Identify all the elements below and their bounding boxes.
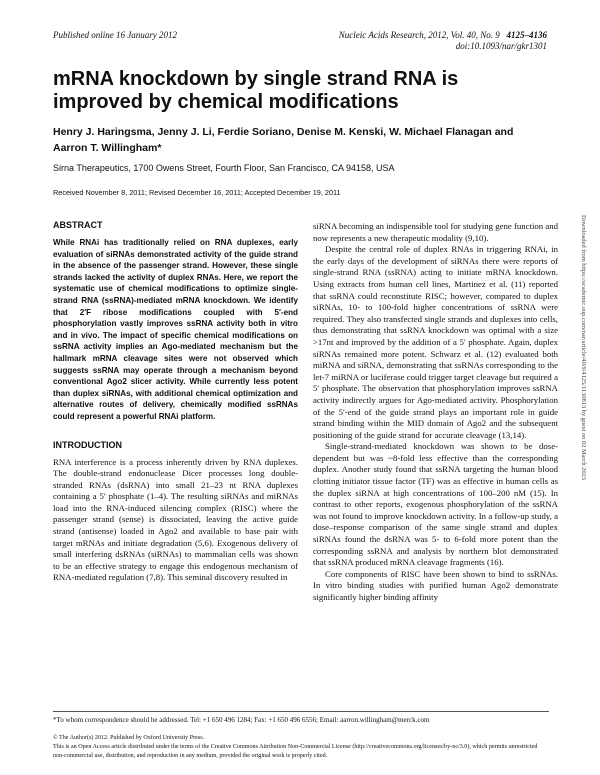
abstract-text: While RNAi has traditionally relied on RNA duplexes, early evaluation of siRNAs demonstrated activity of the guide strand in the absence of the passenger strand. However, these single strands lacked the activity of duplex RNAs. Here, we report the systematic use of chemical modifications to optimize single-strand RNA (ssRNA)-mediated mRNA knockdown. We identify that 2′F ribose modifications coupled with 5′-end phosphorylation vastly improves ssRNA activity both in vitro and in vivo. The impact of specific chemical modifications on ssRNA activity implies an Ago-mediated mechanism but the hallmark mRNA cleavage sites were not observed which suggests ssRNA may operate through a mechanism beyond conventional Ago2 slicer activity. While currently less potent than duplex siRNAs, with additional chemical optimization and alternative routes of delivery, chemically modified ssRNAs could represent a powerful RNAi platform. — [53, 238, 298, 421]
license-text: This is an Open Access article distributed under the terms of the Creative Commons Attribution Non-Commercial License (http://creativecommons.org/licenses/by-nc/3.0), which permits unrestricted non-commercial use, distribution, and reproduction in any medium, provided the original work is properly cited. — [53, 744, 538, 759]
body-paragraph-1: siRNA becoming an indispensible tool for studying gene function and now represents a new therapeutic modality (9,10). — [313, 221, 558, 243]
footnote-divider — [53, 711, 549, 712]
body-paragraph-4: Core components of RISC have been shown to bind to ssRNAs. In vitro binding studies with purified human Ago2 demonstrate significantly higher binding affinity — [313, 568, 558, 602]
body-paragraph-2: Despite the central role of duplex RNAs in triggering RNAi, in the early days of the development of siRNAs there were reports of single-strand RNA (ssRNA) acting to initiate mRNA knockdown. Using extracts from human cell lines, Martinez et al. (11) reported that ssRNA could reconstitute RISC; however, compared to duplex siRNAs, 10- to 100-fold higher concentrations of ssRNA were required. They also transfected single strands and duplexes into cells, thus demonstrating that ssRNA knockdown was optimal with a size >17nt and improved by the addition of a 5′ phosphate. Again, duplex siRNAs remained more potent. Schwarz et al. (12) evaluated both miRNA and siRNA, demonstrating that ssRNAs corresponding to the let-7 miRNA or luciferase could trigger target cleavage but required a 5′ phosphate. The observation that phosphorylation improves ssRNA activity indirectly argues for Ago-mediated activity. Phosphorylation of the 5′-end of the guide strand plays an important role in guide strand binding within the MID domain of Ago2 and the subsequent positioning of the guide strand for accurate cleavage (13,14). — [313, 244, 558, 440]
download-watermark — [579, 215, 587, 575]
body-paragraph-3: Single-strand-mediated knockdown was shown to be dose-dependent but was ~8-fold less effective than the corresponding duplex. Another study found that ssRNA targeting the human blood clotting initiator tissue factor (TF) was as effective in human cells as the duplex siRNA at high concentrations of 100–200 nM (15). In contrast to other reports, exogenous phosphorylation of the ssRNA was not found to improve knockdown activity. In a follow-up study, a dose–response comparison of the same single strand and duplex siRNAs found the dsRNA was 5- to 6-fold more potent than the corresponding ssRNA and analysis by northern blot demonstrated that ssRNA produced mRNA cleavage fragments (16). — [313, 441, 558, 568]
download-watermark-text: Downloaded from https://academic.oup.com/nar/article/40/9/4125/1130813 by guest on 02 March 2023 — [580, 215, 587, 480]
affiliation: Sirna Therapeutics, 1700 Owens Street, Fourth Floor, San Francisco, CA 94158, USA — [53, 163, 395, 173]
doi: doi:10.1093/nar/gkr1301 — [455, 41, 547, 51]
copyright-line: © The Author(s) 2012. Published by Oxford University Press. — [53, 735, 205, 741]
introduction-heading: INTRODUCTION — [53, 439, 122, 450]
published-date: Published online 16 January 2012 — [53, 30, 177, 40]
author-list: Henry J. Haringsma, Jenny J. Li, Ferdie Soriano, Denise M. Kenski, W. Michael Flanagan and Aarron T. Willingham* — [53, 126, 514, 154]
article-title: mRNA knockdown by single strand RNA is improved by chemical modifications — [53, 68, 459, 113]
left-column — [53, 220, 298, 584]
copyright-notice — [53, 734, 549, 761]
received-dates: Received November 8, 2011; Revised December 16, 2011; Accepted December 19, 2011 — [53, 188, 341, 197]
right-column — [313, 221, 558, 604]
abstract-heading: ABSTRACT — [53, 220, 103, 230]
introduction-paragraph: RNA interference is a process inherently driven by RNA duplexes. The double-strand endonuclease Dicer processes long double-stranded RNAs (dsRNA) into small 21–23 nt RNA duplexes containing a 5′ phosphate (1–4). The resulting siRNAs and miRNAs load into the RNA-induced silencing complex (RISC) where the passenger strand (sense) is dissociated, leaving the active guide strand (antisense) loaded in Ago2 and available to base pair with target mRNAs and initiate degradation (5,6). Exogenous delivery of small interfering dsRNAs (siRNAs) to mammalian cells was shown to be an effective strategy to engage this endogenous mechanism of RNA-mediated regulation (7,8). This seminal discovery resulted in — [53, 456, 298, 583]
journal-name: Nucleic Acids Research, 2012, Vol. 40, No. 9 — [338, 30, 500, 40]
correspondence-footnote: *To whom correspondence should be addressed. Tel: +1 650 496 1284; Fax: +1 650 496 6556; Email: aarron.willingham@merck.com — [53, 716, 430, 724]
page-range: 4125–4136 — [506, 30, 547, 40]
journal-citation — [339, 30, 547, 52]
